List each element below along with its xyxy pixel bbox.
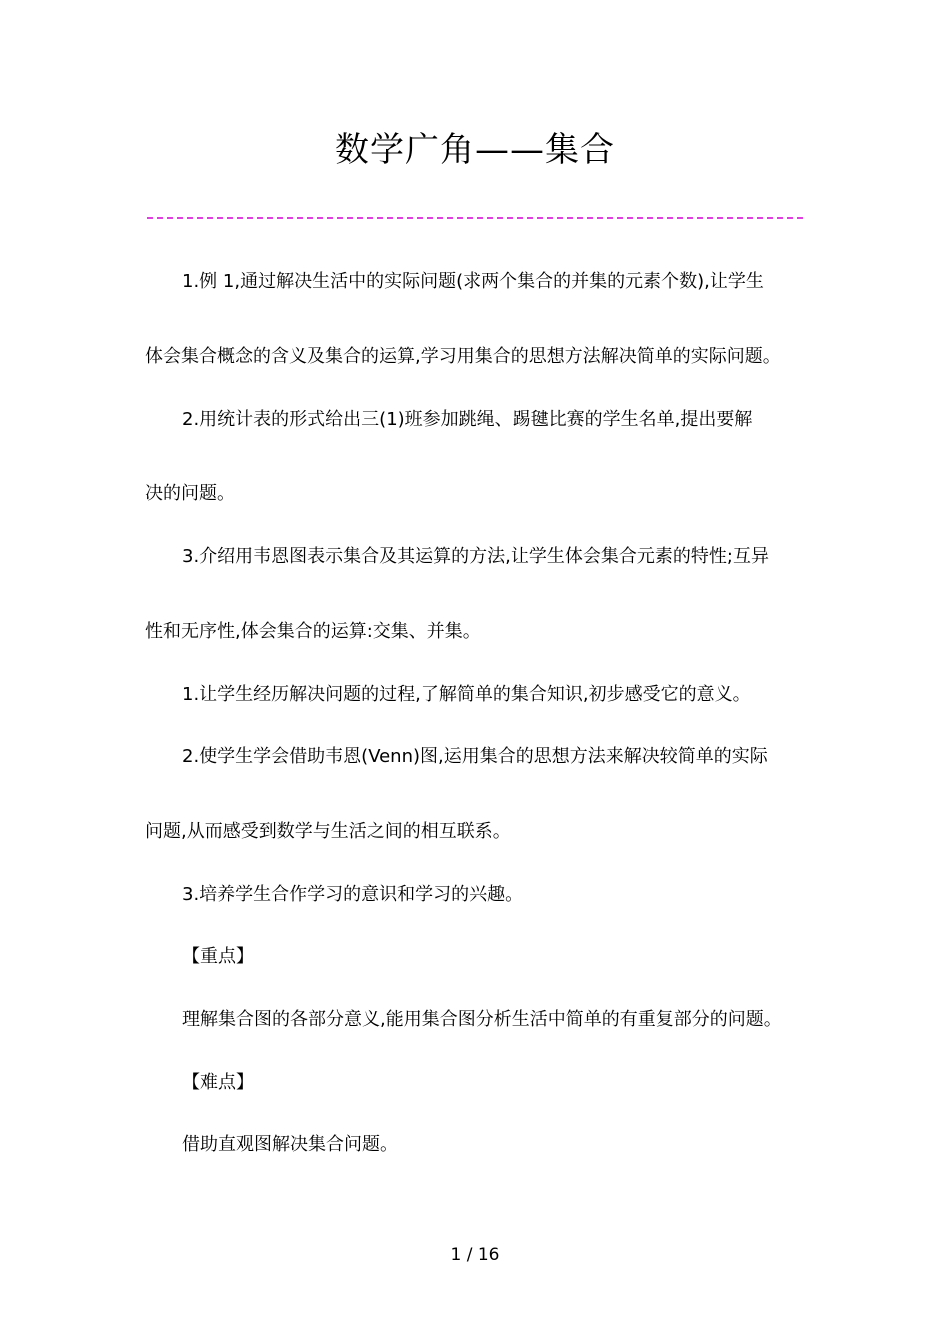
paragraph-line: 2.用统计表的形式给出三(1)班参加跳绳、踢毽比赛的学生名单,提出要解 <box>182 409 753 430</box>
paragraph-line: 2.使学生学会借助韦恩(Venn)图,运用集合的思想方法来解决较简单的实际 <box>182 746 768 767</box>
paragraph-line: 1.例 1,通过解决生活中的实际问题(求两个集合的并集的元素个数),让学生 <box>182 271 764 292</box>
section-heading-difficulties: 【难点】 <box>182 1072 254 1093</box>
paragraph-line: 体会集合概念的含义及集合的运算,学习用集合的思想方法解决简单的实际问题。 <box>145 346 781 367</box>
paragraph-line: 性和无序性,体会集合的运算:交集、并集。 <box>145 621 481 642</box>
paragraph-line: 3.培养学生合作学习的意识和学习的兴趣。 <box>182 884 524 905</box>
paragraph-line: 1.让学生经历解决问题的过程,了解简单的集合知识,初步感受它的意义。 <box>182 684 751 705</box>
document-title: 数学广角——集合 <box>335 130 615 170</box>
title-divider <box>147 217 803 219</box>
paragraph-line: 决的问题。 <box>145 483 235 504</box>
paragraph-line: 3.介绍用韦恩图表示集合及其运算的方法,让学生体会集合元素的特性;互异 <box>182 546 769 567</box>
paragraph-line: 问题,从而感受到数学与生活之间的相互联系。 <box>145 821 511 842</box>
paragraph-line: 理解集合图的各部分意义,能用集合图分析生活中简单的有重复部分的问题。 <box>182 1009 782 1030</box>
section-heading-key-points: 【重点】 <box>182 946 254 967</box>
page-number: 1 / 16 <box>450 1245 500 1265</box>
paragraph-line: 借助直观图解决集合问题。 <box>182 1134 398 1155</box>
